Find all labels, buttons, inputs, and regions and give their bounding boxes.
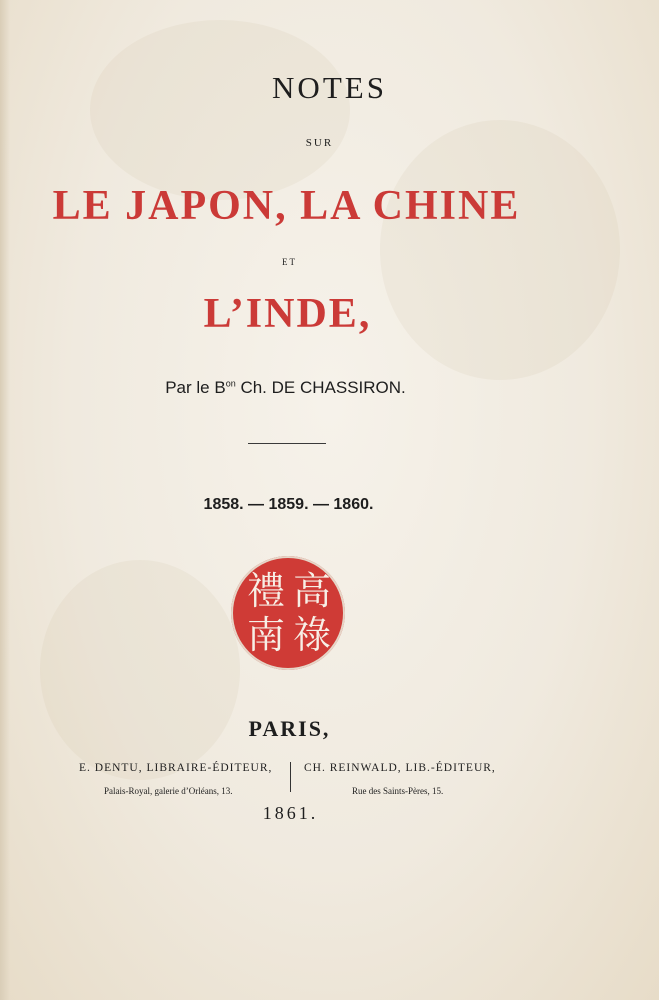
publisher-right-name: CH. REINWALD, LIB.-ÉDITEUR, xyxy=(304,762,496,774)
publisher-right-address: Rue des Saints-Pères, 15. xyxy=(352,786,444,796)
author-line xyxy=(0,378,615,398)
paper-stain xyxy=(90,20,350,200)
publisher-left-name: E. DENTU, LIBRAIRE-ÉDITEUR, xyxy=(79,762,273,774)
years-line: 1858. — 1859. — 1860. xyxy=(203,496,374,513)
horizontal-rule xyxy=(248,443,326,444)
connector-et: ET xyxy=(282,257,297,267)
seal-character: 祿 xyxy=(292,613,331,657)
author-name: Ch. DE CHASSIRON. xyxy=(240,378,406,397)
author-title-superscript: on xyxy=(225,378,236,389)
author-prefix: Par le B xyxy=(165,378,226,397)
connector-sur: SUR xyxy=(305,137,334,149)
publisher-divider xyxy=(290,762,291,792)
main-title-line1: LE JAPON, LA CHINE xyxy=(52,183,521,229)
seal-character: 南 xyxy=(246,613,285,657)
title-notes: NOTES xyxy=(272,70,387,105)
imprint-city: PARIS, xyxy=(248,716,331,741)
seal-character: 禮 xyxy=(246,569,285,613)
paper-stain xyxy=(380,120,620,380)
seal-character: 高 xyxy=(292,569,331,613)
publication-year: 1861. xyxy=(262,803,319,823)
red-seal-stamp xyxy=(231,556,345,670)
main-title-line2: L’INDE, xyxy=(203,291,372,337)
publisher-left-address: Palais-Royal, galerie d’Orléans, 13. xyxy=(104,786,233,796)
paper-stain xyxy=(40,560,240,780)
